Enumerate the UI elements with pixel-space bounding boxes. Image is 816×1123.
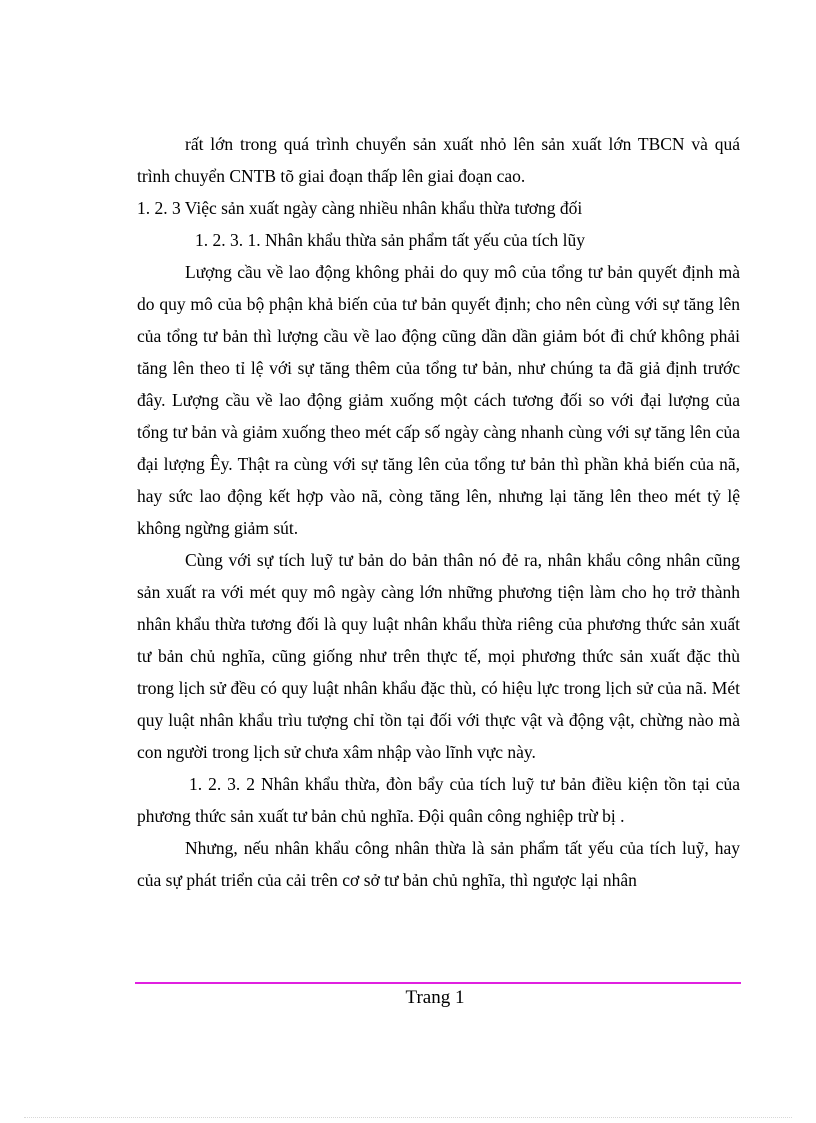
paragraph-continuation: rất lớn trong quá trình chuyển sản xuất nhỏ lên sản xuất lớn TBCN và quá trình chuyển CNTB tõ giai đoạn thấp lên giai đoạn cao. — [137, 134, 740, 186]
page-bottom-border — [24, 1117, 792, 1118]
document-body — [137, 128, 740, 896]
subsection-heading-1-2-3-2: 1. 2. 3. 2 Nhân khẩu thừa, đòn bẩy của tích luỹ tư bản điều kiện tồn tại của phương thức sản xuất tư bản chủ nghĩa. Đội quân công nghiệp trừ bị . — [137, 774, 740, 826]
subsection-heading-1-2-3-1: 1. 2. 3. 1. Nhân khẩu thừa sản phẩm tất yếu của tích lũy — [195, 230, 586, 250]
paragraph-surplus-population: Nhưng, nếu nhân khẩu công nhân thừa là sản phẩm tất yếu của tích luỹ, hay của sự phát triển của cải trên cơ sở tư bản chủ nghĩa, thì ngược lại nhân — [137, 838, 740, 890]
page-number: Trang 1 — [405, 987, 465, 1008]
paragraph-population-law: Cùng với sự tích luỹ tư bản do bản thân nó đẻ ra, nhân khẩu công nhân cũng sản xuất ra với mét quy mô ngày càng lớn những phương tiện làm cho họ trở thành nhân khẩu thừa tương đối là quy luật nhân khẩu thừa riêng của phương thức sản xuất tư bản chủ nghĩa, cũng giống như trên thực tế, mọi phương thức sản xuất đặc thù trong lịch sử đều có quy luật nhân khẩu đặc thù, có hiệu lực trong lịch sử của nã. Mét quy luật nhân khẩu trìu tượng chỉ tồn tại đối với thực vật và động vật, chừng nào mà con người trong lịch sử chưa xâm nhập vào lĩnh vực này. — [137, 550, 740, 762]
paragraph-labor-demand: Lượng cầu về lao động không phải do quy mô của tổng tư bản quyết định mà do quy mô của bộ phận khả biến của tư bản quyết định; cho nên cùng với sự tăng lên của tổng tư bản thì lượng cầu về lao động cũng dần dần giảm bót đi chứ không phải tăng lên theo tỉ lệ với sự tăng thêm của tổng tư bản, như chúng ta đã giả định trước đây. Lượng cầu về lao động giảm xuống một cách tương đối so với đại lượng của tổng tư bản và giảm xuống theo mét cấp số ngày càng nhanh cùng với sự tăng lên của đại lượng Êy. Thật ra cùng với sự tăng lên của tổng tư bản thì phần khả biến của nã, hay sức lao động kết hợp vào nã, còng tăng lên, nhưng lại tăng lên theo mét tỷ lệ không ngừng giảm sút. — [137, 262, 740, 538]
section-heading-1-2-3: 1. 2. 3 Việc sản xuất ngày càng nhiều nhân khẩu thừa tương đối — [137, 198, 583, 218]
